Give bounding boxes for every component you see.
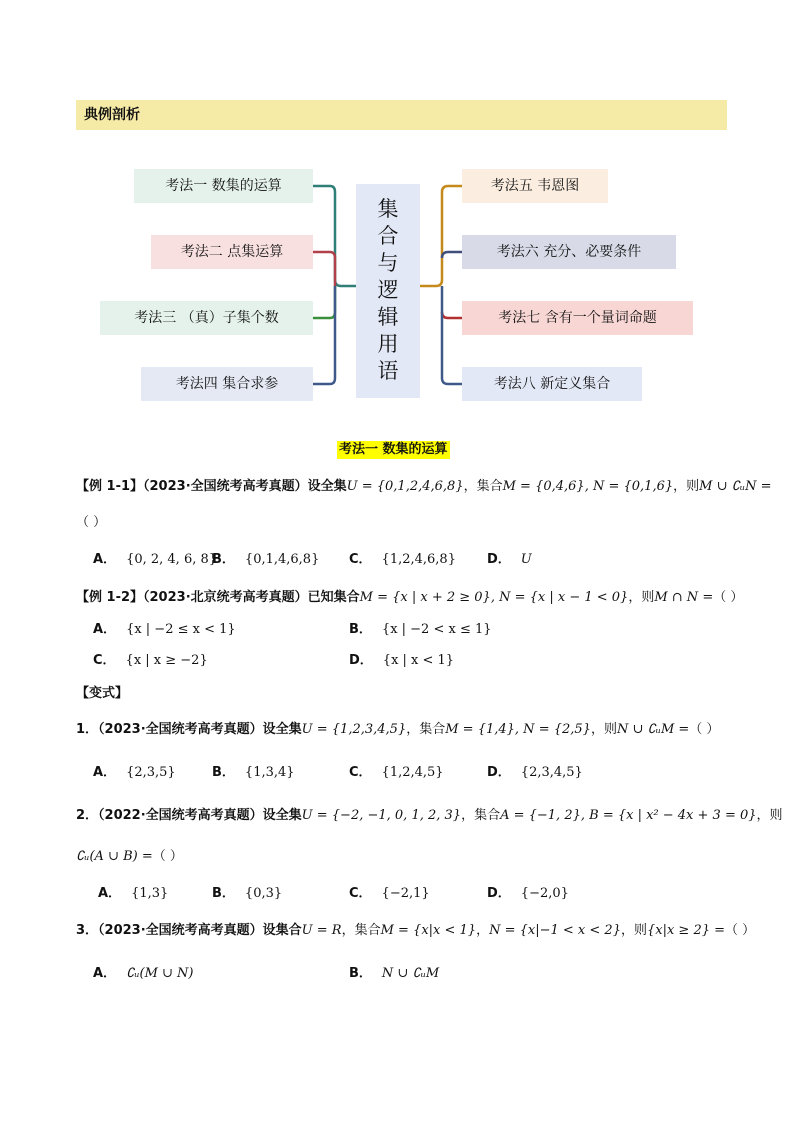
example-1-1-option-a: A． {0, 2, 4, 6, 8} [93, 552, 218, 567]
mindmap-left-item-3: 考法三 （真）子集个数 [100, 301, 313, 335]
mindmap-center [356, 184, 420, 398]
question-3-stem [76, 921, 755, 941]
question-2-mid: ，集合 [461, 808, 501, 823]
example-1-2-sets: M = {x | x + 2 ≥ 0}, N = {x | x − 1 < 0} [359, 590, 629, 605]
topic-title: 考法一 数集的运算 [339, 442, 448, 457]
mindmap-right-item-8: 考法八 新定义集合 [462, 367, 642, 401]
example-1-2-option-d: D． {x | x < 1} [349, 653, 455, 668]
example-1-2-paren: （ ） [713, 590, 744, 605]
mindmap-center-char: 用 [377, 332, 399, 356]
example-1-2-stem [76, 588, 743, 608]
example-1-1-option-d: D． U [487, 552, 532, 567]
example-1-1-prefix: 【例 1-1】（2023·全国统考高考真题）设全集 [76, 479, 347, 494]
mindmap-center-char: 集 [377, 197, 399, 221]
question-3-comma: ， [476, 923, 490, 938]
question-3-set-m: M = {x|x < 1} [380, 923, 477, 938]
question-1-mid: ，集合 [406, 722, 446, 737]
question-2-option-d: D． {−2,0} [487, 886, 569, 901]
example-1-2-option-a: A． {x | −2 ≤ x < 1} [93, 622, 236, 637]
question-3-expression: {x|x ≥ 2} = [646, 923, 726, 938]
mindmap-center-char: 语 [377, 359, 399, 383]
question-1-expression: N ∪ ∁ᵤM = [616, 722, 690, 737]
example-1-2-then: ，则 [628, 590, 655, 605]
question-1-universal-set: U = {1,2,3,4,5} [301, 722, 407, 737]
section-header: 典例剖析 [76, 100, 727, 130]
mindmap-center-char: 逻 [377, 278, 399, 302]
example-1-1-universal-set: U = {0,1,2,4,6,8} [346, 479, 464, 494]
question-1-option-a: A． {2,3,5} [93, 765, 176, 780]
question-3-paren: （ ） [725, 923, 756, 938]
question-1-prefix: 1．（2023·全国统考高考真题）设全集 [76, 722, 302, 737]
example-1-1-mid: ，集合 [463, 479, 503, 494]
mindmap-left-item-4: 考法四 集合求参 [141, 367, 313, 401]
question-2-option-c: C． {−2,1} [349, 886, 430, 901]
question-2-option-a: A． {1,3} [98, 886, 169, 901]
example-1-2-option-c: C． {x | x ≥ −2} [93, 653, 208, 668]
question-2-option-b: B． {0,3} [212, 886, 283, 901]
question-3-mid: ，集合 [341, 923, 381, 938]
example-1-1-stem [76, 477, 771, 497]
example-1-2-option-b: B． {x | −2 < x ≤ 1} [349, 622, 492, 637]
question-1-stem [76, 720, 719, 740]
question-3-universal-set: U = R [301, 923, 342, 938]
question-1-then: ，则 [590, 722, 617, 737]
mindmap-left-item-2: 考法二 点集运算 [151, 235, 313, 269]
question-3-set-n: N = {x|−1 < x < 2} [489, 923, 621, 938]
mindmap-right-item-6: 考法六 充分、必要条件 [462, 235, 676, 269]
example-1-2-expression: M ∩ N = [654, 590, 714, 605]
example-1-1-option-b: B． {0,1,4,6,8} [212, 552, 320, 567]
variant-title: 【变式】 [76, 686, 129, 701]
question-2-prefix: 2．（2022·全国统考高考真题）设全集 [76, 808, 302, 823]
question-3-then: ，则 [620, 923, 647, 938]
mindmap-right-item-5: 考法五 韦恩图 [462, 169, 608, 203]
question-3-option-a: A． ∁ᵤ(M ∪ N) [93, 966, 194, 981]
mindmap-center-char: 合 [377, 224, 399, 248]
question-2-sets: A = {−1, 2}, B = {x | x² − 4x + 3 = 0} [500, 808, 757, 823]
mindmap-center-char: 与 [377, 251, 399, 275]
mindmap-center-char: 辑 [377, 305, 399, 329]
question-3-prefix: 3．（2023·全国统考高考真题）设集合 [76, 923, 302, 938]
question-1-option-b: B． {1,3,4} [212, 765, 295, 780]
question-1-sets: M = {1,4}, N = {2,5} [445, 722, 591, 737]
question-2-expression: ∁ᵤ(A ∪ B) = [76, 849, 153, 864]
example-1-1-then: ，则 [673, 479, 700, 494]
question-1-paren: （ ） [689, 722, 720, 737]
example-1-1-answer-paren: （ ） [76, 515, 107, 530]
question-2-stem [76, 806, 783, 826]
mindmap-left-item-1: 考法一 数集的运算 [134, 169, 313, 203]
question-2-universal-set: U = {−2, −1, 0, 1, 2, 3} [301, 808, 462, 823]
question-2-then: ，则 [756, 808, 783, 823]
example-1-1-option-c: C． {1,2,4,6,8} [349, 552, 456, 567]
mindmap-right-item-7: 考法七 含有一个量词命题 [462, 301, 693, 335]
question-1-option-d: D． {2,3,4,5} [487, 765, 583, 780]
question-1-option-c: C． {1,2,4,5} [349, 765, 444, 780]
example-1-1-expression: M ∪ ∁ᵤN = [699, 479, 772, 494]
example-1-1-sets: M = {0,4,6}, N = {0,1,6} [502, 479, 674, 494]
example-1-2-prefix: 【例 1-2】（2023·北京统考高考真题）已知集合 [76, 590, 360, 605]
question-2-paren: （ ） [152, 849, 183, 864]
question-3-option-b: B． N ∪ ∁ᵤM [349, 966, 440, 981]
question-2-stem-line-2 [76, 847, 183, 867]
